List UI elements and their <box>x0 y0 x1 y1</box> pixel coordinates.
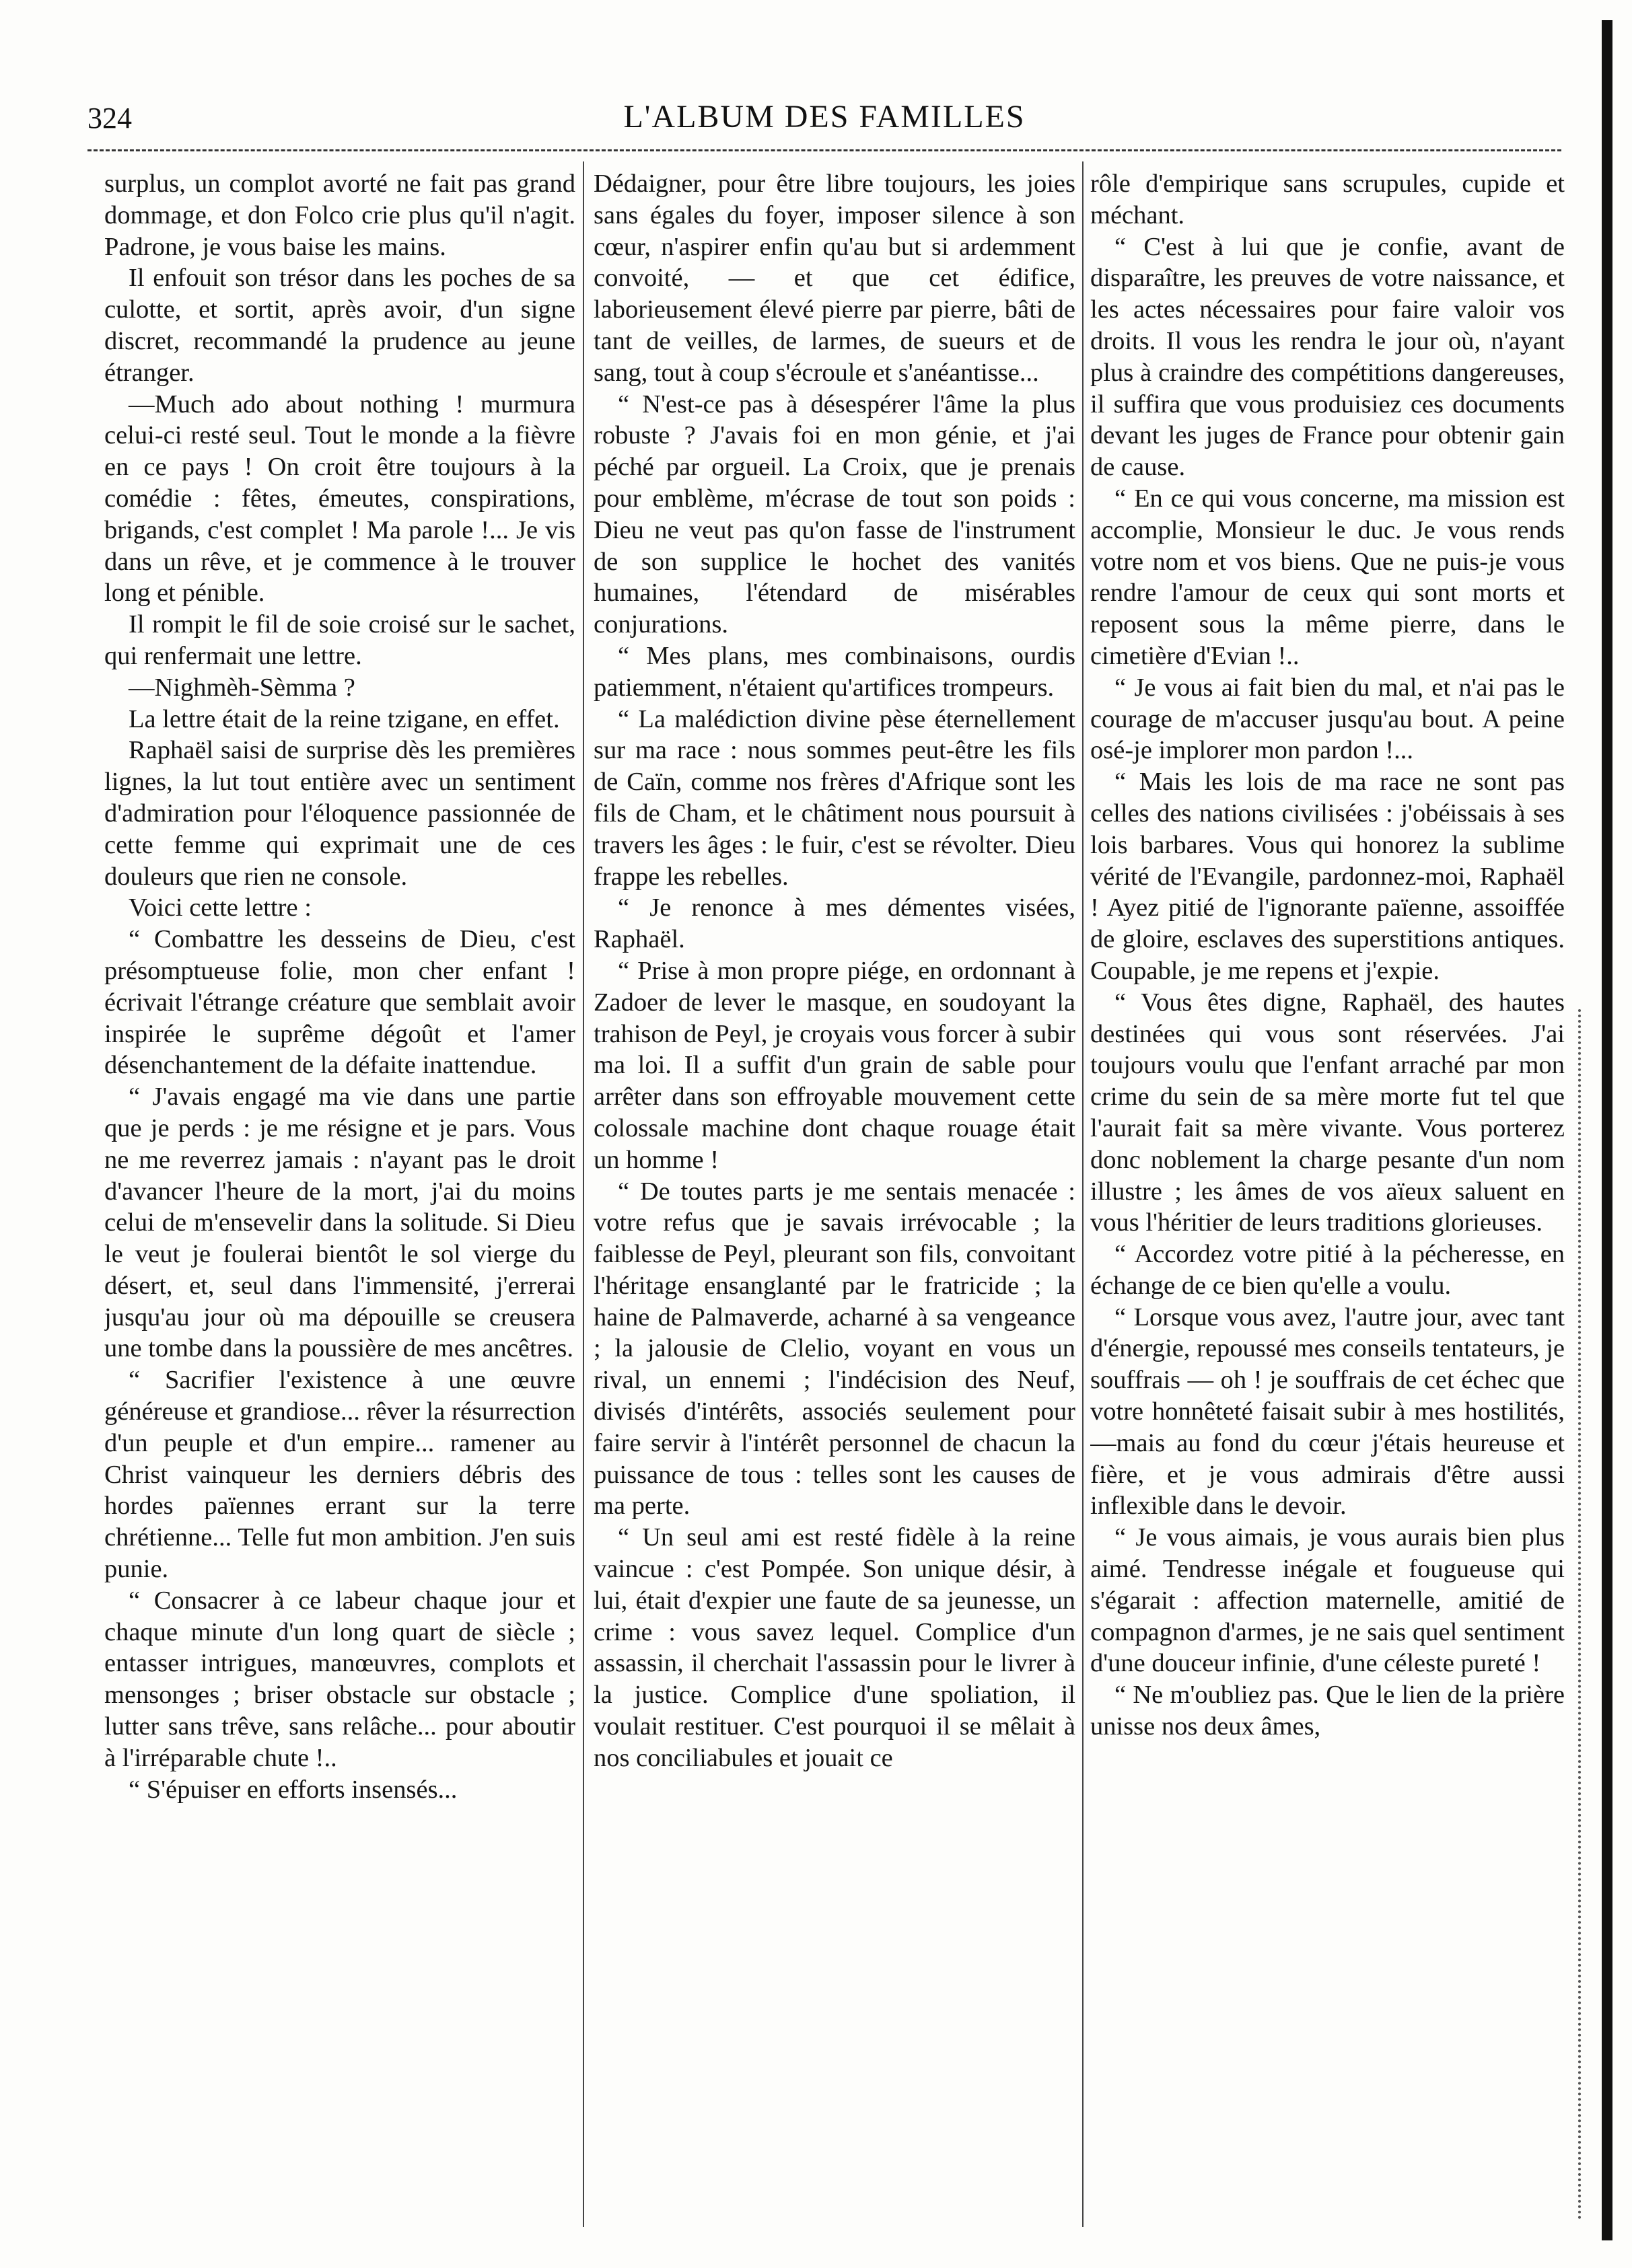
paragraph: “ Sacrifier l'existence à une œuvre généreuse et grandiose... rêver la résurrection d'un peuple et d'un empire... ramener au Christ vainqueur les derniers débris des hordes païennes errant sur la terre chrétienne... Telle fut mon ambition. J'en suis punie. <box>104 1366 575 1584</box>
paragraph: Il rompit le fil de soie croisé sur le sachet, qui renfermait une lettre. <box>104 610 575 670</box>
scan-edge-marks <box>1578 1009 1585 2220</box>
paragraph: “ En ce qui vous concerne, ma mission est accomplie, Monsieur le duc. Je vous rends votre nom et vos biens. Que ne puis-je vous rendre l'amour de ceux qui sont morts et reposent sous la même pierre, dans le cimetière d'Evian !.. <box>1090 484 1565 670</box>
text-column-right <box>1090 168 1565 2214</box>
paragraph: “ Mais les lois de ma race ne sont pas celles des nations civilisées : j'obéissais à ses lois barbares. Vous qui honorez la sublime vérité de l'Evangile, pardonnez-moi, Raphaël ! Ayez pitié de l'ignorante païenne, assoiffée de gloire, esclaves des superstitions antiques. Coupable, je me repens et j'expie. <box>1090 768 1565 985</box>
paragraph: “ Ne m'oubliez pas. Que le lien de la prière unisse nos deux âmes, <box>1090 1681 1565 1741</box>
page-number: 324 <box>87 102 132 135</box>
paragraph: “ N'est-ce pas à désespérer l'âme la plus robuste ? J'avais foi en mon génie, et j'ai péché par orgueil. La Croix, que je prenais pour emblème, m'écrase de tout son poids : Dieu ne veut pas qu'on fasse de l'instrument de son supplice le hochet des vanités humaines, l'étendard de misérables conjurations. <box>594 390 1075 639</box>
paragraph: “ Un seul ami est resté fidèle à la reine vaincue : c'est Pompée. Son unique désir, à lui, était d'expier une faute de sa jeunesse, un crime : vous savez lequel. Complice d'un assassin, il cherchait l'assassin pour le livrer à la justice. Complice d'une spoliation, il voulait restituer. C'est pourquoi il se mêlait à nos conciliabules et jouait ce <box>594 1523 1075 1772</box>
page-header <box>87 89 1561 143</box>
paragraph: “ De toutes parts je me sentais menacée : votre refus que je savais irrévocable ; la faiblesse de Peyl, pleurant son fils, convoitant l'héritage ensanglanté par le fratricide ; la haine de Palmaverde, acharné à sa vengeance ; la jalousie de Clelio, voyant en vous un rival, un ennemi ; l'indécision des Neuf, divisés d'intérêts, associés seulement pour faire servir à l'intérêt personnel de chacun la puissance de tous : telles sont les causes de ma perte. <box>594 1177 1075 1521</box>
text-column-middle <box>594 168 1075 2214</box>
column-divider <box>1082 161 1084 2227</box>
paragraph: “ S'épuiser en efforts insensés... <box>129 1775 458 1804</box>
paragraph: “ Vous êtes digne, Raphaël, des hautes destinées qui vous sont réservées. J'ai toujours voulu que l'enfant arraché par mon crime du sein de sa mère morte fut tel que l'aurait fait sa mère vivante. Vous porterez donc noblement la charge pesante d'un nom illustre ; les âmes de vos aïeux saluent en vous l'héritier de leurs traditions glorieuses. <box>1090 988 1565 1237</box>
paragraph: “ Consacrer à ce labeur chaque jour et chaque minute d'un long quart de siècle ; entasser intrigues, manœuvres, complots et mensonges ; briser obstacle sur obstacle ; lutter sans trêve, sans relâche... pour aboutir à l'irréparable chute !.. <box>104 1586 575 1772</box>
paragraph: Dédaigner, pour être libre toujours, les joies sans égales du foyer, imposer silence à son cœur, n'aspirer enfin qu'au but si ardemment convoité, — et que cet édifice, laborieusement élevé pierre par pierre, bâti de tant de veilles, de larmes, de sueurs et de sang, tout à coup s'écroule et s'anéantisse... <box>594 170 1075 387</box>
paragraph: La lettre était de la reine tzigane, en effet. <box>129 704 560 733</box>
paragraph: Voici cette lettre : <box>129 893 312 922</box>
paragraph: “ C'est à lui que je confie, avant de disparaître, les preuves de votre naissance, et les actes nécessaires pour faire valoir vos droits. Il vous les rendra le jour où, n'ayant plus à craindre des compétitions dangereuses, il suffira que vous produisiez ces documents devant les juges de France pour obtenir gain de cause. <box>1090 232 1565 482</box>
paragraph: rôle d'empirique sans scrupules, cupide et méchant. <box>1090 170 1565 229</box>
paragraph: “ Lorsque vous avez, l'autre jour, avec tant d'énergie, repoussé mes conseils tentateurs, je souffrais — oh ! je souffrais de cet échec que votre honnêteté faisait subir à mes hostilités, —mais au fond du cœur j'étais heureuse et fière, et je vous admirais d'être aussi inflexible dans le devoir. <box>1090 1303 1565 1521</box>
paragraph: “ Je renonce à mes démentes visées, Raphaël. <box>594 893 1075 954</box>
paragraph: “ La malédiction divine pèse éternellement sur ma race : nous sommes peut-être les fils de Caïn, comme nos frères d'Afrique sont les fils de Cham, et le châtiment nous poursuit à travers les âges : le fuir, c'est se révolter. Dieu frappe les rebelles. <box>594 704 1075 891</box>
paragraph: Il enfouit son trésor dans les poches de sa culotte, et sortit, après avoir, d'un signe discret, recommandé la prudence au jeune étranger. <box>104 264 575 387</box>
paragraph: “ Accordez votre pitié à la pécheresse, en échange de ce bien qu'elle a voulu. <box>1090 1240 1565 1300</box>
running-title: L'ALBUM DES FAMILLES <box>623 99 1026 135</box>
paragraph: surplus, un complot avorté ne fait pas grand dommage, et don Folco crie plus qu'il n'agit. Padrone, je vous baise les mains. <box>104 170 575 261</box>
paragraph: “ Je vous ai fait bien du mal, et n'ai pas le courage de m'accuser jusqu'au bout. A peine osé-je implorer mon pardon !... <box>1090 673 1565 765</box>
paragraph: “ Combattre les desseins de Dieu, c'est présomptueuse folie, mon cher enfant ! écrivait l'étrange créature que semblait avoir inspirée le suprême dégoût et l'amer désenchantement de la défaite inattendue. <box>104 925 575 1080</box>
paragraph: “ Mes plans, mes combinaisons, ourdis patiemment, n'étaient qu'artifices trompeurs. <box>594 641 1075 702</box>
paragraph: Raphaël saisi de surprise dès les premières lignes, la lut tout entière avec un sentiment d'admiration pour l'éloquence passionnée de cette femme qui exprimait une de ces douleurs que rien ne console. <box>104 736 575 891</box>
paragraph: —Much ado about nothing ! murmura celui-ci resté seul. Tout le monde a la fièvre en ce pays ! On croit être toujours à la comédie : fêtes, émeutes, conspirations, brigands, c'est complet ! Ma parole !... Je vis dans un rêve, et je commence à le trouver long et pénible. <box>104 390 575 608</box>
column-divider <box>583 161 584 2227</box>
header-rule <box>87 149 1561 153</box>
paragraph: “ Je vous aimais, je vous aurais bien plus aimé. Tendresse inégale et fougueuse qui s'égarait : affection maternelle, amitié de compagnon d'armes, je ne sais quel sentiment d'une douceur infinie, d'une céleste pureté ! <box>1090 1523 1565 1678</box>
paragraph: —Nighmèh-Sèmma ? <box>129 673 355 702</box>
paragraph: “ J'avais engagé ma vie dans une partie que je perds : je me résigne et je pars. Vous ne me reverrez jamais : n'ayant pas le droit d'avancer l'heure de la mort, j'ai du moins celui de m'ensevelir dans la solitude. Si Dieu le veut je foulerai bientôt le sol vierge du désert, et, seul dans l'immensité, j'errerai jusqu'au jour où ma dépouille se creusera une tombe dans la poussière de mes ancêtres. <box>104 1083 575 1363</box>
paragraph: “ Prise à mon propre piége, en ordonnant à Zadoer de lever le masque, en soudoyant la trahison de Peyl, je croyais vous forcer à subir ma loi. Il a suffit d'un grain de sable pour arrêter dans son effroyable mouvement cette colossale machine dont chaque rouage était un homme ! <box>594 956 1075 1174</box>
scan-edge-bar <box>1602 20 1612 2240</box>
text-column-left <box>104 168 575 2214</box>
